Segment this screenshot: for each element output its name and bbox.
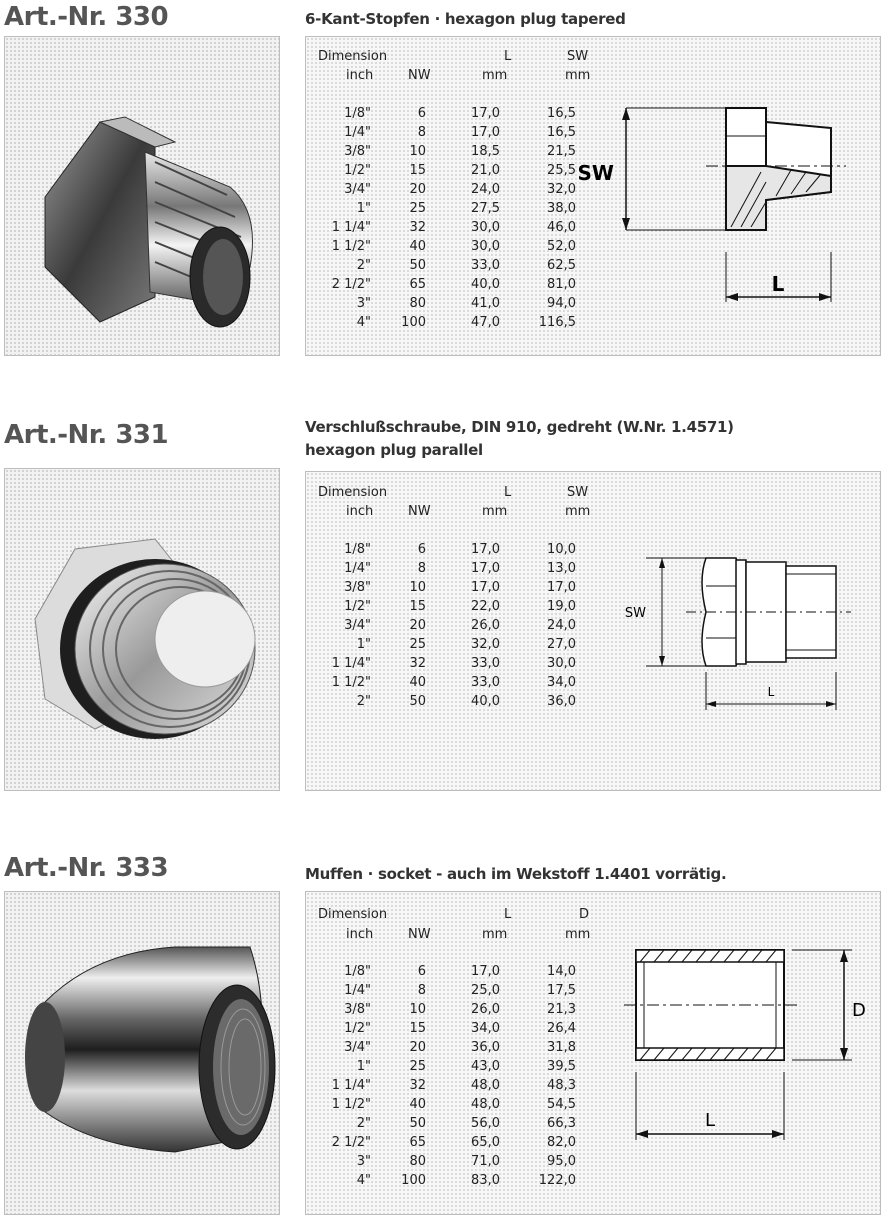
- article-number-title: Art.-Nr. 330: [4, 2, 169, 32]
- cell-inch: 1 1/2": [331, 675, 371, 690]
- cell-inch: 1/8": [344, 106, 371, 121]
- cell-sw: 30,0: [547, 656, 576, 671]
- technical-drawing: [577, 92, 856, 316]
- product-photo: [4, 36, 280, 356]
- cell-l: 65,0: [471, 1135, 500, 1150]
- technical-drawing: [626, 540, 866, 724]
- hex-plug-parallel-photo: [5, 469, 279, 790]
- cell-sw: 62,5: [547, 258, 576, 273]
- cell-inch: 1 1/2": [331, 1097, 371, 1112]
- cell-nw: 20: [409, 182, 426, 197]
- dimension-table-box: [305, 471, 881, 791]
- header-nw: NW: [408, 504, 431, 519]
- article-number-title: Art.-Nr. 331: [4, 420, 169, 450]
- cell-nw: 40: [409, 239, 426, 254]
- technical-drawing: [624, 940, 874, 1154]
- cell-l: 56,0: [471, 1116, 500, 1131]
- cell-sw: 54,5: [547, 1097, 576, 1112]
- cell-sw: 95,0: [547, 1154, 576, 1169]
- cell-nw: 6: [417, 542, 426, 557]
- cell-l: 47,0: [471, 315, 500, 330]
- cell-sw: 48,3: [547, 1078, 576, 1093]
- cell-l: 48,0: [471, 1078, 500, 1093]
- header-l: L: [504, 485, 512, 500]
- hex-plug-tapered-photo: [5, 37, 279, 355]
- cell-l: 43,0: [471, 1059, 500, 1074]
- cell-nw: 100: [401, 1173, 426, 1188]
- header-inch: inch: [346, 504, 374, 519]
- header-sw-unit: mm: [565, 504, 591, 519]
- section-333: [0, 845, 884, 1218]
- cell-inch: 2": [356, 694, 371, 709]
- cell-sw: 38,0: [547, 201, 576, 216]
- header-d: D: [579, 907, 590, 922]
- cell-inch: 3/8": [344, 1002, 371, 1017]
- cell-l: 17,0: [471, 125, 500, 140]
- header-inch: inch: [346, 68, 374, 83]
- cell-nw: 6: [417, 106, 426, 121]
- cell-sw: 27,0: [547, 637, 576, 652]
- cell-inch: 1": [356, 1059, 371, 1074]
- header-sw: SW: [567, 485, 589, 500]
- section-330: [0, 0, 884, 360]
- header-dimension: Dimension: [318, 485, 388, 500]
- cell-inch: 3/4": [344, 618, 371, 633]
- cell-nw: 40: [409, 675, 426, 690]
- cell-inch: 4": [356, 315, 371, 330]
- cell-l: 40,0: [471, 277, 500, 292]
- cell-nw: 8: [417, 561, 426, 576]
- cell-inch: 1/2": [344, 599, 371, 614]
- cell-nw: 50: [409, 258, 426, 273]
- drawing-label-l: L: [704, 1110, 716, 1131]
- product-description: Verschlußschraube, DIN 910, gedreht (W.Nr. 1.4571): [305, 418, 734, 436]
- cell-sw: 66,3: [547, 1116, 576, 1131]
- header-sw-unit: mm: [565, 68, 591, 83]
- cell-nw: 32: [409, 1078, 426, 1093]
- cell-sw: 13,0: [547, 561, 576, 576]
- cell-sw: 19,0: [547, 599, 576, 614]
- cell-inch: 2": [356, 258, 371, 273]
- product-description-line2: hexagon plug parallel: [305, 441, 483, 459]
- drawing-label-l: L: [771, 272, 785, 296]
- cell-l: 48,0: [471, 1097, 500, 1112]
- socket-photo: [5, 892, 279, 1214]
- cell-inch: 4": [356, 1173, 371, 1188]
- cell-inch: 1/4": [344, 561, 371, 576]
- cell-sw: 36,0: [547, 694, 576, 709]
- cell-sw: 82,0: [547, 1135, 576, 1150]
- cell-nw: 8: [417, 125, 426, 140]
- cell-nw: 10: [409, 144, 426, 159]
- cell-nw: 10: [409, 580, 426, 595]
- cell-inch: 1": [356, 637, 371, 652]
- header-l-unit: mm: [482, 927, 508, 942]
- cell-inch: 1/2": [344, 163, 371, 178]
- cell-nw: 10: [409, 1002, 426, 1017]
- header-l: L: [504, 907, 512, 922]
- cell-l: 17,0: [471, 580, 500, 595]
- drawing-label-l: L: [767, 685, 775, 699]
- cell-inch: 2 1/2": [331, 1135, 371, 1150]
- cell-l: 33,0: [471, 258, 500, 273]
- cell-nw: 8: [417, 983, 426, 998]
- header-l-unit: mm: [482, 68, 508, 83]
- cell-sw: 17,5: [547, 983, 576, 998]
- cell-inch: 1/8": [344, 542, 371, 557]
- cell-l: 21,0: [471, 163, 500, 178]
- cell-nw: 50: [409, 694, 426, 709]
- cell-nw: 32: [409, 656, 426, 671]
- cell-l: 27,5: [471, 201, 500, 216]
- cell-nw: 40: [409, 1097, 426, 1112]
- header-nw: NW: [408, 68, 431, 83]
- cell-l: 71,0: [471, 1154, 500, 1169]
- cell-nw: 6: [417, 964, 426, 979]
- cell-sw: 46,0: [547, 220, 576, 235]
- cell-l: 40,0: [471, 694, 500, 709]
- cell-nw: 80: [409, 1154, 426, 1169]
- product-description: Muffen · socket - auch im Wekstoff 1.4401 vorrätig.: [305, 865, 727, 883]
- cell-nw: 25: [409, 201, 426, 216]
- cell-nw: 20: [409, 618, 426, 633]
- cell-inch: 3/4": [344, 1040, 371, 1055]
- drawing-label-sw: SW: [577, 161, 614, 185]
- cell-inch: 2": [356, 1116, 371, 1131]
- section-331: [0, 410, 884, 795]
- cell-l: 32,0: [471, 637, 500, 652]
- cell-sw: 52,0: [547, 239, 576, 254]
- cell-nw: 20: [409, 1040, 426, 1055]
- cell-l: 41,0: [471, 296, 500, 311]
- cell-l: 33,0: [471, 675, 500, 690]
- cell-inch: 1/2": [344, 1021, 371, 1036]
- cell-nw: 25: [409, 1059, 426, 1074]
- product-photo: [4, 468, 280, 791]
- cell-l: 22,0: [471, 599, 500, 614]
- cell-inch: 3/8": [344, 144, 371, 159]
- cell-l: 26,0: [471, 1002, 500, 1017]
- header-dimension: Dimension: [318, 907, 388, 922]
- cell-nw: 50: [409, 1116, 426, 1131]
- header-l-unit: mm: [482, 504, 508, 519]
- product-description: 6-Kant-Stopfen · hexagon plug tapered: [305, 10, 626, 28]
- cell-l: 17,0: [471, 542, 500, 557]
- drawing-label-d: D: [852, 1000, 866, 1021]
- header-dimension: Dimension: [318, 49, 388, 64]
- cell-nw: 80: [409, 296, 426, 311]
- cell-sw: 94,0: [547, 296, 576, 311]
- header-inch: inch: [346, 927, 374, 942]
- cell-nw: 32: [409, 220, 426, 235]
- header-d-unit: mm: [565, 927, 591, 942]
- cell-sw: 122,0: [538, 1173, 576, 1188]
- cell-sw: 16,5: [547, 125, 576, 140]
- cell-sw: 34,0: [547, 675, 576, 690]
- cell-l: 30,0: [471, 220, 500, 235]
- cell-sw: 25,5: [547, 163, 576, 178]
- cell-nw: 15: [409, 599, 426, 614]
- drawing-label-sw: SW: [624, 606, 646, 621]
- cell-inch: 1 1/4": [331, 1078, 371, 1093]
- cell-inch: 3/4": [344, 182, 371, 197]
- cell-l: 36,0: [471, 1040, 500, 1055]
- cell-inch: 1 1/4": [331, 656, 371, 671]
- cell-l: 34,0: [471, 1021, 500, 1036]
- cell-l: 17,0: [471, 964, 500, 979]
- cell-l: 25,0: [471, 983, 500, 998]
- header-l: L: [504, 49, 512, 64]
- cell-sw: 39,5: [547, 1059, 576, 1074]
- cell-sw: 21,3: [547, 1002, 576, 1017]
- cell-inch: 3/8": [344, 580, 371, 595]
- cell-inch: 2 1/2": [331, 277, 371, 292]
- cell-nw: 65: [409, 1135, 426, 1150]
- cell-l: 24,0: [471, 182, 500, 197]
- article-number-title: Art.-Nr. 333: [4, 853, 169, 883]
- dimension-table-box: [305, 36, 881, 356]
- header-nw: NW: [408, 927, 431, 942]
- cell-nw: 25: [409, 637, 426, 652]
- cell-l: 18,5: [471, 144, 500, 159]
- cell-l: 17,0: [471, 561, 500, 576]
- cell-l: 33,0: [471, 656, 500, 671]
- cell-inch: 3": [356, 1154, 371, 1169]
- cell-nw: 100: [401, 315, 426, 330]
- cell-sw: 116,5: [538, 315, 576, 330]
- cell-sw: 17,0: [547, 580, 576, 595]
- cell-sw: 10,0: [547, 542, 576, 557]
- cell-inch: 1/4": [344, 983, 371, 998]
- cell-l: 83,0: [471, 1173, 500, 1188]
- cell-sw: 24,0: [547, 618, 576, 633]
- cell-sw: 26,4: [547, 1021, 576, 1036]
- cell-l: 30,0: [471, 239, 500, 254]
- cell-sw: 31,8: [547, 1040, 576, 1055]
- product-photo: [4, 891, 280, 1215]
- cell-nw: 15: [409, 163, 426, 178]
- cell-inch: 1": [356, 201, 371, 216]
- cell-l: 26,0: [471, 618, 500, 633]
- cell-l: 17,0: [471, 106, 500, 121]
- cell-sw: 21,5: [547, 144, 576, 159]
- cell-inch: 1 1/4": [331, 220, 371, 235]
- cell-sw: 16,5: [547, 106, 576, 121]
- cell-inch: 3": [356, 296, 371, 311]
- cell-inch: 1/8": [344, 964, 371, 979]
- cell-inch: 1 1/2": [331, 239, 371, 254]
- cell-nw: 65: [409, 277, 426, 292]
- cell-sw: 81,0: [547, 277, 576, 292]
- cell-inch: 1/4": [344, 125, 371, 140]
- dimension-table-box: [305, 891, 881, 1215]
- cell-nw: 15: [409, 1021, 426, 1036]
- cell-sw: 32,0: [547, 182, 576, 197]
- cell-sw: 14,0: [547, 964, 576, 979]
- header-sw: SW: [567, 49, 589, 64]
